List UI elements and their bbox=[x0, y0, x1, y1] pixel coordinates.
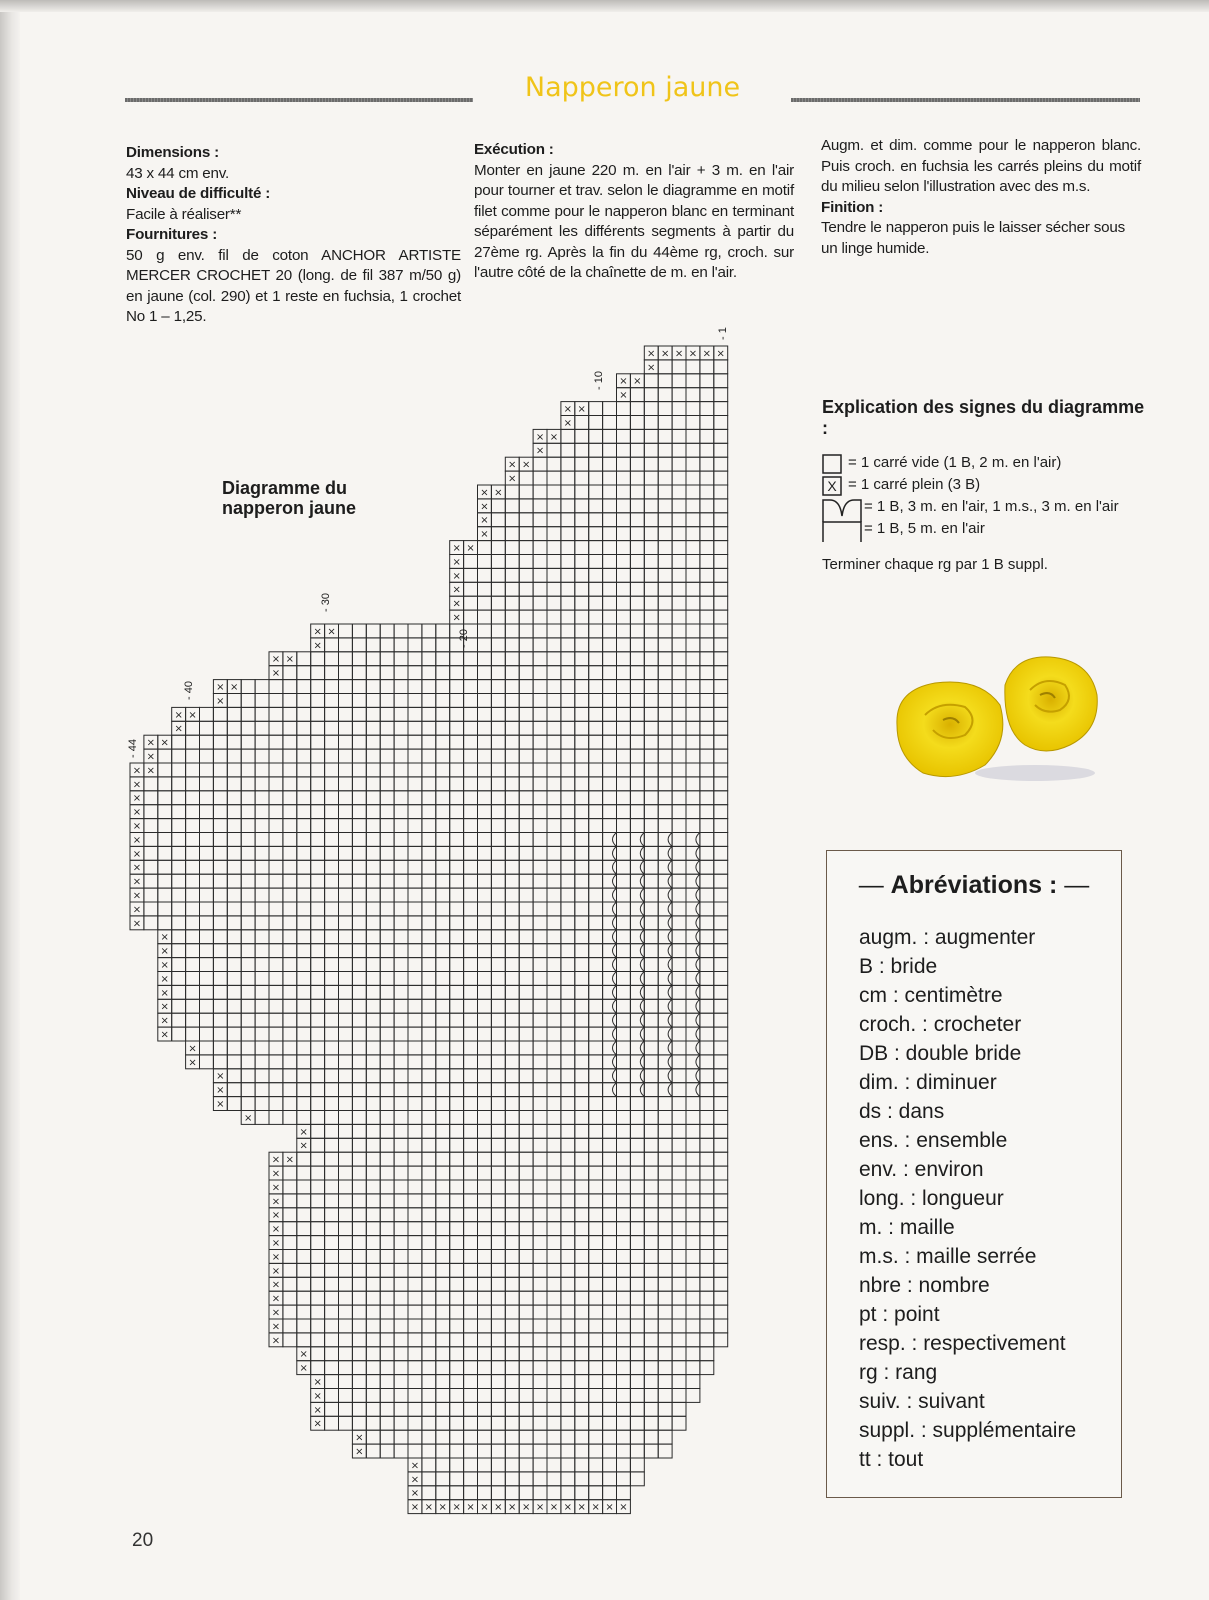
svg-text:×: × bbox=[480, 1502, 489, 1514]
svg-text:×: × bbox=[508, 1502, 517, 1514]
difficulty-label: Niveau de difficulté : bbox=[126, 185, 271, 202]
svg-text:×: × bbox=[702, 348, 712, 360]
abbreviation-item: ens. : ensemble bbox=[859, 1129, 1008, 1152]
abbreviation-item: rg : rang bbox=[859, 1361, 938, 1384]
svg-text:×: × bbox=[480, 501, 489, 513]
svg-text:×: × bbox=[563, 1502, 573, 1514]
svg-text:×: × bbox=[716, 348, 725, 360]
abbreviation-item: suppl. : supplémentaire bbox=[859, 1419, 1077, 1442]
row-number-label: - 20 bbox=[458, 629, 470, 648]
abbreviations-title: — Abréviations : — bbox=[858, 871, 1090, 899]
svg-text:×: × bbox=[160, 932, 169, 944]
svg-text:×: × bbox=[146, 737, 156, 749]
svg-text:×: × bbox=[132, 918, 142, 930]
legend-item-text: = 1 B, 3 m. en l'air, 1 m.s., 3 m. en l'air bbox=[864, 498, 1119, 515]
svg-text:×: × bbox=[271, 1168, 281, 1180]
svg-text:×: × bbox=[271, 1335, 281, 1347]
legend-note: Terminer chaque rg par 1 B suppl. bbox=[822, 556, 1048, 573]
svg-text:×: × bbox=[216, 682, 225, 693]
svg-text:×: × bbox=[285, 1154, 295, 1166]
svg-text:×: × bbox=[452, 543, 461, 554]
svg-text:×: × bbox=[660, 348, 670, 360]
finishing-value: Tendre le napperon puis le laisser sécher sous un linge humide. bbox=[821, 219, 1126, 257]
legend-title: Explication des signes du diagramme : bbox=[822, 397, 1145, 438]
svg-text:×: × bbox=[243, 1112, 253, 1124]
diagram-title-line2: napperon jaune bbox=[222, 498, 357, 518]
svg-text:×: × bbox=[605, 1502, 614, 1514]
svg-text:×: × bbox=[216, 1099, 225, 1110]
svg-text:×: × bbox=[271, 1238, 281, 1249]
supplies-label: Fournitures : bbox=[126, 226, 218, 243]
abbreviations-title-text: Abréviations : bbox=[890, 871, 1058, 899]
svg-text:×: × bbox=[132, 765, 142, 777]
svg-text:×: × bbox=[271, 1251, 281, 1263]
svg-text:×: × bbox=[271, 1265, 281, 1277]
svg-text:×: × bbox=[355, 1446, 364, 1458]
svg-text:×: × bbox=[563, 404, 573, 415]
svg-text:×: × bbox=[633, 376, 642, 388]
abbreviation-item: dim. : diminuer bbox=[859, 1071, 997, 1094]
svg-text:×: × bbox=[452, 584, 461, 596]
svg-text:×: × bbox=[132, 834, 142, 846]
legend-item-text: = 1 carré plein (3 B) bbox=[848, 476, 981, 493]
svg-text:×: × bbox=[549, 1502, 559, 1514]
svg-text:×: × bbox=[355, 1432, 364, 1444]
svg-text:×: × bbox=[132, 793, 142, 805]
legend-item-text: = 1 carré vide (1 B, 2 m. en l'air) bbox=[848, 454, 1062, 471]
svg-text:×: × bbox=[452, 1502, 461, 1514]
legend-item-text: = 1 B, 5 m. en l'air bbox=[864, 520, 985, 537]
svg-text:×: × bbox=[313, 640, 322, 652]
svg-text:×: × bbox=[271, 668, 281, 680]
svg-text:×: × bbox=[494, 1502, 503, 1514]
finishing-label: Finition : bbox=[821, 198, 884, 216]
svg-text:×: × bbox=[132, 779, 142, 791]
svg-text:×: × bbox=[132, 821, 142, 832]
svg-text:×: × bbox=[132, 876, 142, 888]
svg-text:×: × bbox=[521, 1502, 531, 1514]
svg-text:×: × bbox=[160, 960, 169, 971]
abbreviation-item: croch. : crocheter bbox=[859, 1013, 1022, 1036]
abbreviation-item: m. : maille bbox=[859, 1216, 955, 1239]
svg-text:×: × bbox=[619, 390, 628, 402]
svg-text:×: × bbox=[480, 515, 489, 527]
difficulty-value: Facile à réaliser** bbox=[126, 205, 242, 223]
abbreviation-item: resp. : respectivement bbox=[859, 1332, 1066, 1355]
abbreviation-item: DB : double bride bbox=[859, 1042, 1022, 1065]
svg-text:×: × bbox=[480, 487, 489, 499]
svg-text:×: × bbox=[160, 1015, 169, 1027]
svg-text:×: × bbox=[299, 1349, 308, 1361]
svg-text:×: × bbox=[174, 723, 183, 735]
svg-text:×: × bbox=[160, 737, 169, 749]
svg-text:×: × bbox=[313, 1418, 322, 1430]
svg-text:×: × bbox=[271, 1182, 281, 1194]
abbreviation-item: long. : longueur bbox=[859, 1187, 1004, 1210]
svg-text:×: × bbox=[480, 529, 489, 541]
svg-text:×: × bbox=[299, 1126, 308, 1138]
abbreviation-item: m.s. : maille serrée bbox=[859, 1245, 1037, 1268]
svg-text:×: × bbox=[327, 626, 336, 638]
svg-text:×: × bbox=[452, 570, 461, 582]
svg-text:×: × bbox=[410, 1488, 420, 1500]
svg-text:×: × bbox=[160, 973, 169, 985]
abbreviation-item: env. : environ bbox=[859, 1158, 984, 1181]
row-number-label: - 10 bbox=[593, 371, 605, 390]
row-number-label: - 44 bbox=[127, 739, 139, 758]
svg-text:×: × bbox=[563, 417, 573, 429]
execution-label: Exécution : bbox=[474, 141, 554, 158]
svg-text:×: × bbox=[535, 1502, 545, 1514]
page-number: 20 bbox=[132, 1530, 154, 1551]
svg-text:×: × bbox=[619, 376, 628, 388]
diagram-title-line1: Diagramme du bbox=[222, 478, 348, 498]
svg-text:×: × bbox=[132, 890, 142, 902]
svg-text:×: × bbox=[674, 348, 684, 360]
continuation-text: Augm. et dim. comme pour le napperon blanc. Puis croch. en fuchsia les carrés pleins du motif du milieu selon l'illustration avec des m.s. bbox=[821, 137, 1141, 195]
svg-text:×: × bbox=[174, 709, 183, 721]
svg-text:×: × bbox=[647, 362, 656, 374]
svg-text:×: × bbox=[271, 1293, 281, 1305]
svg-text:×: × bbox=[216, 1085, 225, 1097]
page-title: Napperon jaune bbox=[524, 72, 741, 103]
svg-text:×: × bbox=[146, 751, 156, 763]
svg-text:×: × bbox=[452, 598, 461, 610]
svg-text:×: × bbox=[188, 1057, 197, 1069]
svg-text:×: × bbox=[271, 1210, 281, 1222]
svg-text:×: × bbox=[591, 1502, 600, 1514]
svg-text:×: × bbox=[535, 431, 545, 443]
abbreviation-item: ds : dans bbox=[859, 1100, 945, 1123]
svg-text:×: × bbox=[508, 473, 517, 485]
svg-text:X: X bbox=[827, 478, 837, 494]
svg-text:×: × bbox=[438, 1502, 447, 1514]
svg-text:×: × bbox=[410, 1460, 420, 1472]
svg-text:×: × bbox=[285, 654, 295, 666]
svg-text:×: × bbox=[160, 987, 169, 999]
svg-text:×: × bbox=[647, 348, 656, 360]
svg-text:×: × bbox=[688, 348, 698, 360]
svg-text:×: × bbox=[160, 1001, 169, 1013]
svg-text:×: × bbox=[424, 1502, 434, 1514]
svg-text:×: × bbox=[271, 1307, 281, 1319]
svg-text:×: × bbox=[577, 1502, 586, 1514]
abbreviation-item: suiv. : suivant bbox=[859, 1390, 985, 1413]
abbreviation-item: augm. : augmenter bbox=[859, 926, 1036, 949]
svg-text:×: × bbox=[313, 1377, 322, 1388]
svg-text:×: × bbox=[535, 445, 545, 457]
svg-text:×: × bbox=[521, 459, 531, 471]
svg-text:×: × bbox=[188, 1043, 197, 1055]
svg-text:×: × bbox=[216, 695, 225, 707]
svg-text:×: × bbox=[410, 1474, 420, 1486]
abbreviation-item: pt : point bbox=[859, 1303, 940, 1326]
svg-text:×: × bbox=[132, 848, 142, 860]
svg-text:×: × bbox=[216, 1071, 225, 1083]
svg-text:×: × bbox=[466, 543, 475, 554]
svg-text:×: × bbox=[160, 1029, 169, 1041]
svg-text:×: × bbox=[452, 556, 461, 568]
svg-text:×: × bbox=[299, 1140, 308, 1152]
svg-text:×: × bbox=[313, 626, 322, 638]
abbreviation-item: tt : tout bbox=[859, 1448, 924, 1471]
svg-text:×: × bbox=[271, 1321, 281, 1333]
svg-text:×: × bbox=[132, 862, 142, 874]
svg-text:×: × bbox=[410, 1502, 420, 1514]
svg-text:×: × bbox=[508, 459, 517, 471]
svg-text:×: × bbox=[299, 1363, 308, 1375]
svg-text:×: × bbox=[188, 709, 197, 721]
svg-text:×: × bbox=[619, 1502, 628, 1514]
abbreviation-item: nbre : nombre bbox=[859, 1274, 990, 1297]
svg-text:×: × bbox=[271, 1196, 281, 1208]
row-number-label: - 1 bbox=[717, 327, 729, 340]
svg-text:×: × bbox=[271, 1224, 281, 1236]
svg-text:×: × bbox=[230, 682, 239, 693]
svg-text:×: × bbox=[549, 431, 559, 443]
svg-text:×: × bbox=[313, 1404, 322, 1416]
svg-text:×: × bbox=[577, 404, 586, 415]
row-number-label: - 30 bbox=[320, 593, 332, 612]
dimensions-label: Dimensions : bbox=[126, 144, 219, 161]
execution-value: Monter en jaune 220 m. en l'air + 3 m. en l'air pour tourner et trav. selon le diagramme en motif filet comme pour le napperon blanc en terminant séparément les différents segments à partir du 27ème rg. Après la fin du 44ème rg, croch. sur l'autre côté de la chaînette de m. en l'air. bbox=[474, 161, 794, 281]
svg-text:×: × bbox=[494, 487, 503, 499]
svg-text:×: × bbox=[271, 654, 281, 666]
svg-text:×: × bbox=[466, 1502, 475, 1514]
row-number-label: - 40 bbox=[183, 681, 195, 700]
svg-text:×: × bbox=[146, 765, 156, 777]
dimensions-value: 43 x 44 cm env. bbox=[126, 164, 230, 182]
svg-text:×: × bbox=[132, 807, 142, 819]
svg-text:×: × bbox=[132, 904, 142, 916]
svg-text:×: × bbox=[271, 1154, 281, 1166]
svg-text:×: × bbox=[313, 1390, 322, 1402]
abbreviation-item: cm : centimètre bbox=[859, 984, 1003, 1007]
supplies-value: 50 g env. fil de coton ANCHOR ARTISTE MERCER CROCHET 20 (long. de fil 387 m/50 g) en jaune (col. 290) et 1 reste en fuchsia, 1 crochet No 1 – 1,25. bbox=[126, 246, 461, 325]
svg-text:×: × bbox=[271, 1279, 281, 1291]
svg-text:×: × bbox=[160, 946, 169, 958]
svg-text:×: × bbox=[452, 612, 461, 624]
abbreviation-item: B : bride bbox=[859, 955, 938, 978]
